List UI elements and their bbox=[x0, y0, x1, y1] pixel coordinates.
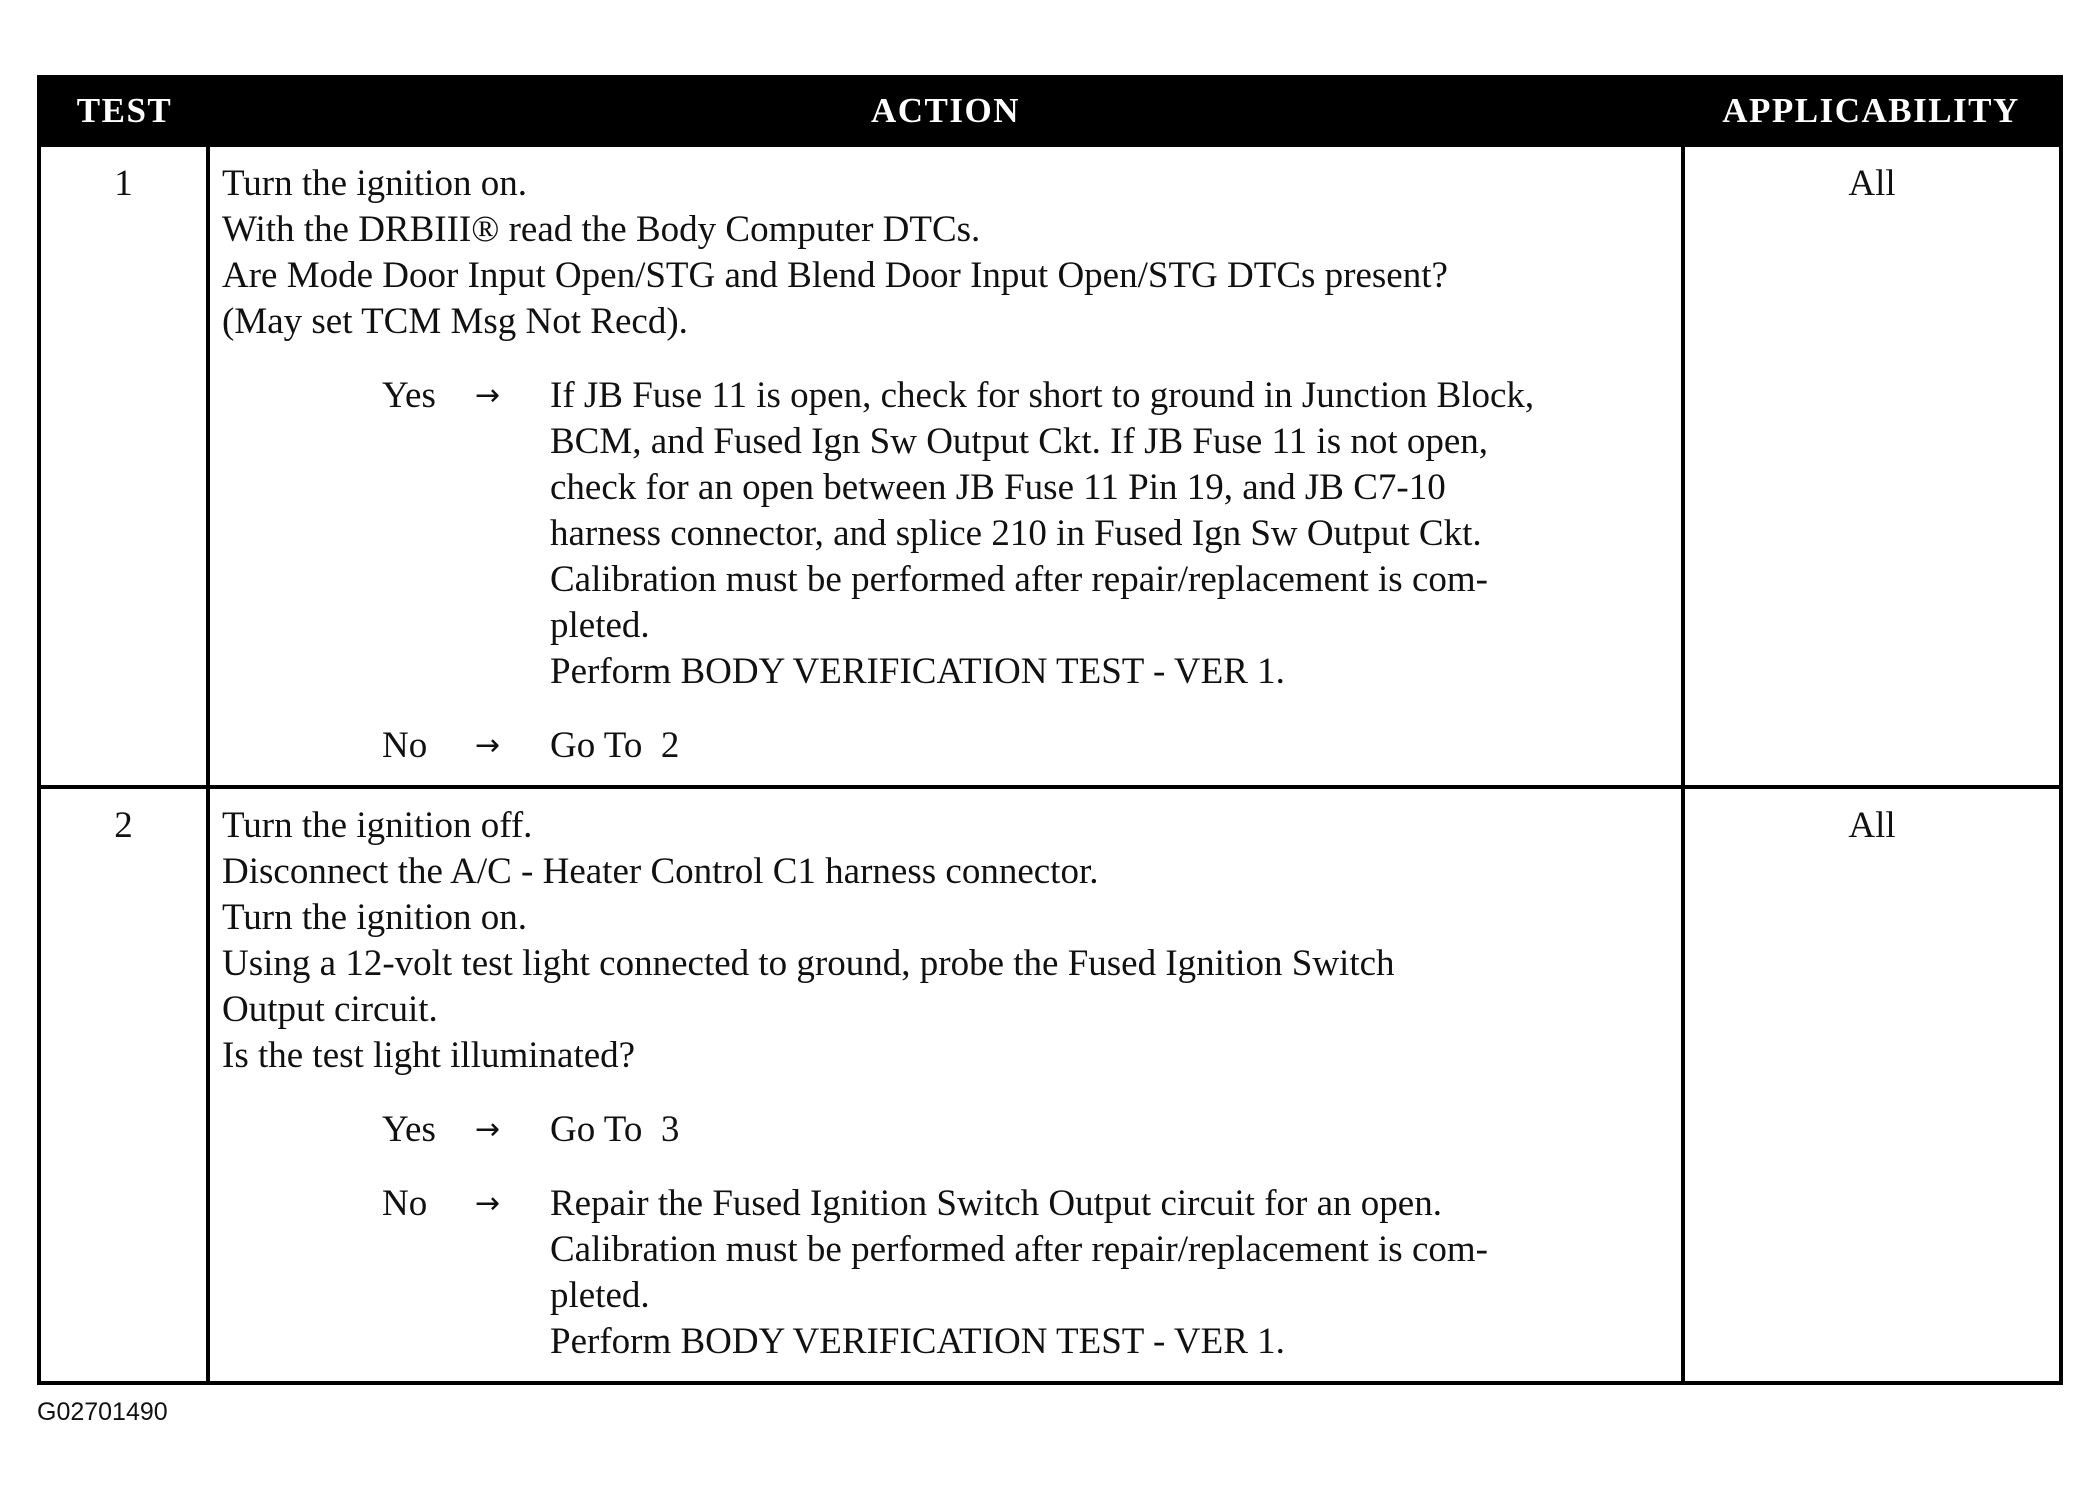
branch-label: No bbox=[382, 725, 428, 766]
result-line: Go To 2 bbox=[550, 725, 680, 766]
applicability-value: All bbox=[1683, 787, 2061, 1383]
branch-yes bbox=[222, 1107, 1671, 1153]
table-row bbox=[39, 787, 2061, 1383]
arrow-right-icon: → bbox=[475, 378, 501, 413]
result-line: If JB Fuse 11 is open, check for short to ground in Junction Block, bbox=[550, 375, 1535, 416]
figure-id: G02701490 bbox=[37, 1398, 168, 1426]
result-line: Perform BODY VERIFICATION TEST - VER 1. bbox=[550, 1321, 1285, 1362]
result-line: Go To 3 bbox=[550, 1109, 680, 1150]
step-text: Are Mode Door Input Open/STG and Blend Door Input Open/STG DTCs present? bbox=[222, 255, 1448, 296]
branch-list bbox=[222, 1107, 1671, 1365]
branch-result bbox=[550, 1107, 1671, 1153]
test-number: 2 bbox=[39, 787, 208, 1383]
branch-label: No bbox=[382, 1183, 428, 1224]
step-text: With the DRBIII® read the Body Computer DTCs. bbox=[222, 209, 981, 250]
branch-result bbox=[550, 723, 1671, 769]
diagnostic-test-table bbox=[37, 75, 2063, 1385]
header-action: ACTION bbox=[208, 77, 1683, 145]
branch-result bbox=[550, 373, 1671, 695]
result-line: Perform BODY VERIFICATION TEST - VER 1. bbox=[550, 651, 1285, 692]
result-line: check for an open between JB Fuse 11 Pin 19, and JB C7-10 bbox=[550, 467, 1446, 508]
branch-yes bbox=[222, 373, 1671, 695]
table-row bbox=[39, 145, 2061, 787]
step-text: Using a 12-volt test light connected to ground, probe the Fused Ignition Switch bbox=[222, 943, 1395, 984]
branch-label: Yes bbox=[382, 375, 436, 416]
result-line: Repair the Fused Ignition Switch Output circuit for an open. bbox=[550, 1183, 1442, 1224]
step-text: Turn the ignition on. bbox=[222, 163, 527, 204]
result-line: pleted. bbox=[550, 1275, 650, 1316]
branch-label: Yes bbox=[382, 1109, 436, 1150]
result-line: pleted. bbox=[550, 605, 650, 646]
result-line: Calibration must be performed after repair/replacement is com- bbox=[550, 559, 1488, 600]
branch-list bbox=[222, 373, 1671, 769]
result-line: BCM, and Fused Ign Sw Output Ckt. If JB Fuse 11 is not open, bbox=[550, 421, 1489, 462]
result-line: Calibration must be performed after repair/replacement is com- bbox=[550, 1229, 1488, 1270]
branch-result bbox=[550, 1181, 1671, 1365]
branch-no bbox=[222, 1181, 1671, 1365]
arrow-right-icon: → bbox=[475, 728, 501, 763]
applicability-value: All bbox=[1683, 145, 2061, 787]
branch-no bbox=[222, 723, 1671, 769]
step-text: Turn the ignition on. bbox=[222, 897, 527, 938]
step-text: Turn the ignition off. bbox=[222, 805, 533, 846]
step-text: Output circuit. bbox=[222, 989, 438, 1030]
table-header-row bbox=[39, 77, 2061, 145]
action-cell bbox=[208, 787, 1683, 1383]
step-text: Is the test light illuminated? bbox=[222, 1035, 636, 1076]
test-number: 1 bbox=[39, 145, 208, 787]
arrow-right-icon: → bbox=[475, 1112, 501, 1147]
action-cell bbox=[208, 145, 1683, 787]
step-text: (May set TCM Msg Not Recd). bbox=[222, 301, 688, 342]
result-line: harness connector, and splice 210 in Fused Ign Sw Output Ckt. bbox=[550, 513, 1482, 554]
step-text: Disconnect the A/C - Heater Control C1 harness connector. bbox=[222, 851, 1099, 892]
header-test: TEST bbox=[39, 77, 208, 145]
header-applicability: APPLICABILITY bbox=[1683, 77, 2061, 145]
arrow-right-icon: → bbox=[475, 1186, 501, 1221]
